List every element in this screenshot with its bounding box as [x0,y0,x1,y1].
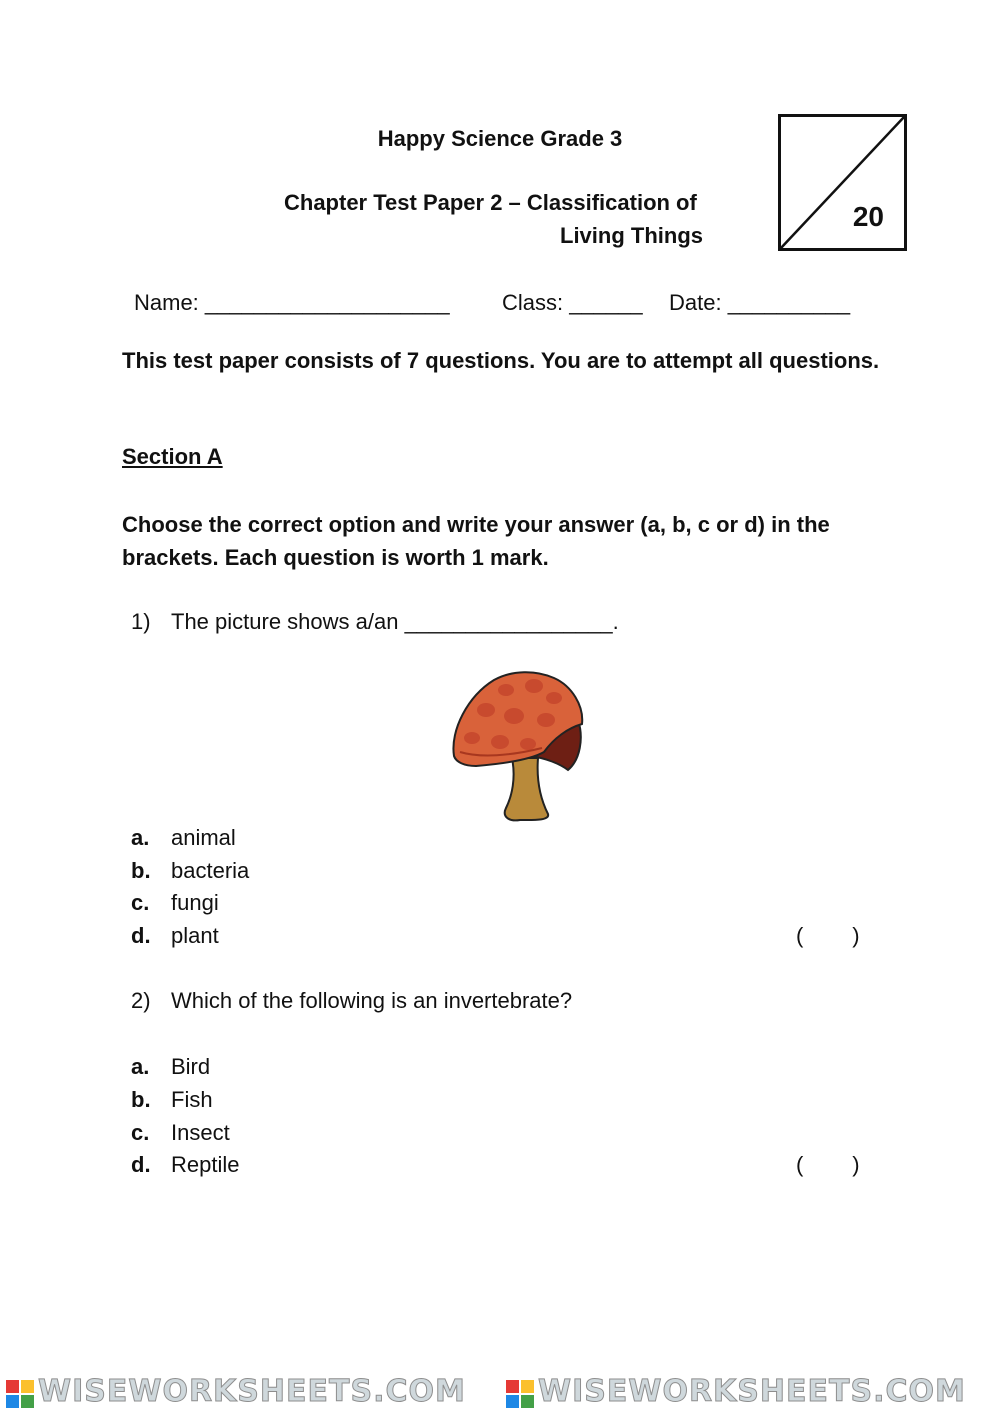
question-number: 2) [131,988,151,1013]
question-2-answer-bracket: ( ) [796,1152,860,1177]
question-2-option-b: b. Fish [131,1087,213,1112]
logo-icon [506,1380,534,1408]
page-title: Happy Science Grade 3 [377,126,623,151]
question-1-option-a: a. animal [131,825,236,850]
class-field: Class: ______ [502,290,643,315]
page-subtitle-line2: Living Things [560,223,703,248]
date-field: Date: __________ [669,290,851,315]
mushroom-picture [450,668,590,826]
question-text: Which of the following is an invertebrate? [171,988,573,1013]
question-1-answer-bracket: ( ) [796,923,860,948]
question-1-option-b: b. bacteria [131,858,250,883]
question-1-option-d: d. plant [131,923,219,948]
test-instructions: This test paper consists of 7 questions. You are to attempt all questions. [122,348,880,373]
footer-watermark [0,1372,1000,1413]
section-a-title: Section A [122,444,223,469]
name-field: Name: ____________________ [134,290,450,315]
question-1 [131,609,619,635]
section-a-instructions: Choose the correct option and write your answer (a, b, c or d) in the brackets. Each question is worth 1 mark. [122,512,830,570]
question-2 [131,988,572,1014]
question-1-option-c: c. fungi [131,890,219,915]
total-marks: 20 [852,201,884,232]
watermark-text: WISEWORKSHEETS.COM [538,1374,966,1409]
page-subtitle-line1: Chapter Test Paper 2 – Classification of [284,190,697,215]
question-2-option-c: c. Insect [131,1120,230,1145]
question-number: 1) [131,609,151,634]
watermark-text: WISEWORKSHEETS.COM [38,1374,466,1409]
question-text: The picture shows a/an _________________. [171,609,619,634]
question-2-option-a: a. Bird [131,1054,211,1079]
question-2-option-d: d. Reptile [131,1152,240,1177]
score-box-diagonal [781,117,904,248]
score-box [778,114,907,251]
logo-icon [6,1380,34,1408]
